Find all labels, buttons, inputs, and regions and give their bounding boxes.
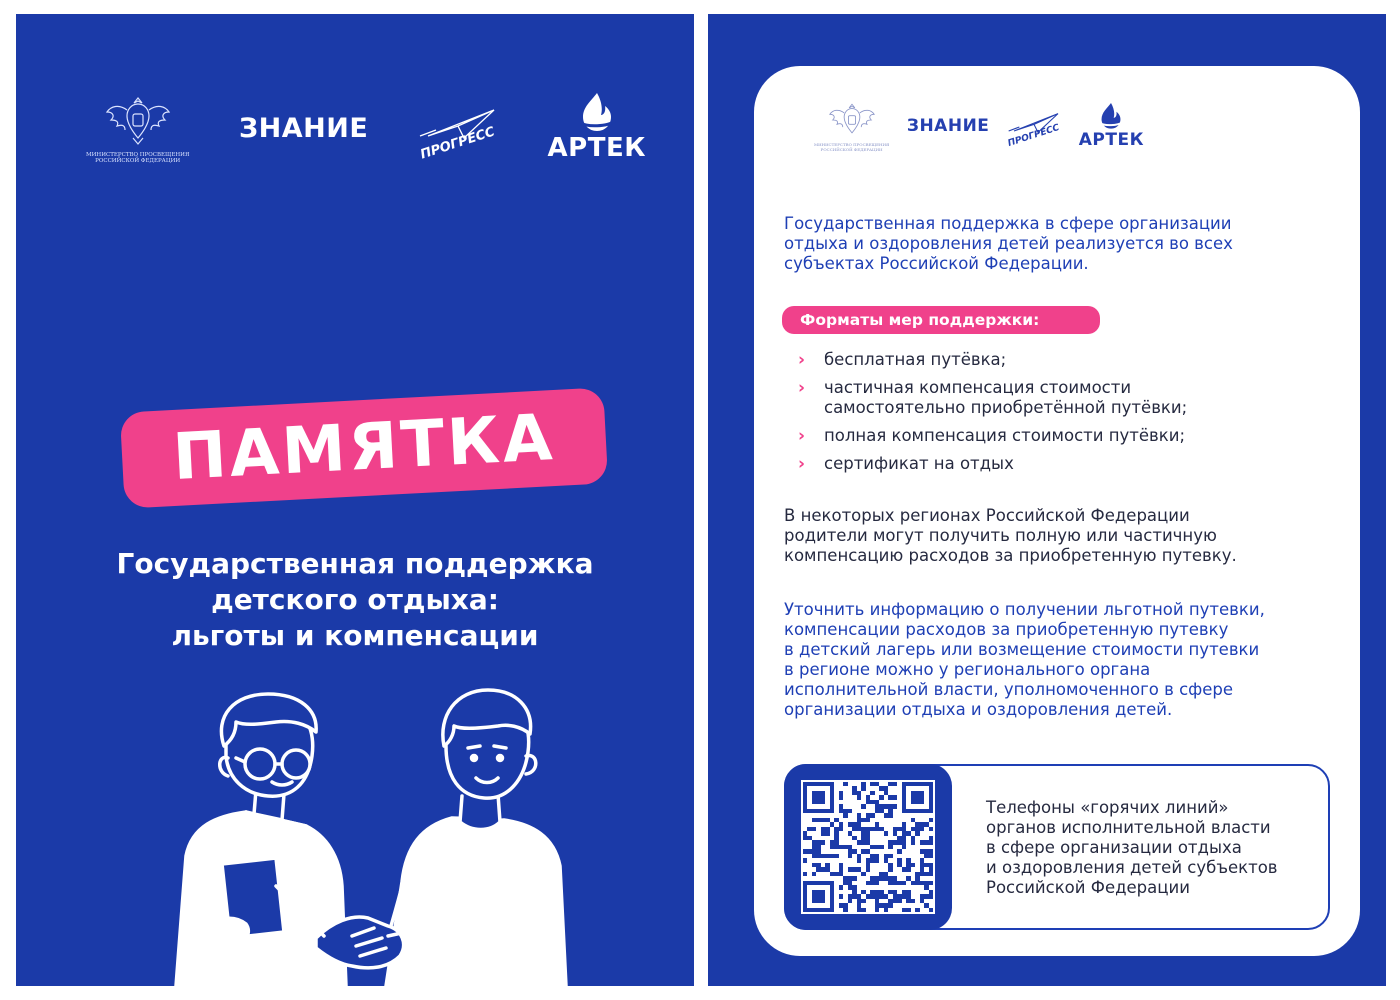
list-item-text: бесплатная путёвка; [824, 350, 1007, 369]
progress-logo [418, 106, 498, 163]
ministry-logo [86, 92, 189, 165]
memo-badge-text: ПАМЯТКА [171, 401, 557, 495]
leaflet-info-page [708, 14, 1386, 986]
list-item [798, 378, 1358, 418]
list-item-text: частичная компенсация стоимости [824, 378, 1132, 397]
artek-logo-text: АРТЕК [1078, 129, 1144, 150]
region-note-line: В некоторых регионах Российской Федерации [784, 506, 1190, 525]
ministry-logo-text: МИНИСТЕРСТВО ПРОСВЕЩЕНИЯ РОССИЙСКОЙ ФЕДЕРАЦИИ [814, 142, 890, 152]
znanie-logo [239, 113, 368, 144]
qr-code-frame [784, 764, 952, 930]
cover-subtitle [46, 546, 664, 654]
eagle-emblem-icon [103, 92, 173, 148]
chevron-right-icon: › [798, 350, 806, 370]
progress-logo-text: ПРОГРЕСС [418, 124, 497, 163]
formats-heading [782, 306, 1100, 334]
ministry-logo-text: МИНИСТЕРСТВО ПРОСВЕЩЕНИЯ РОССИЙСКОЙ ФЕДЕРАЦИИ [86, 152, 190, 165]
flame-icon [575, 93, 619, 133]
cover-subtitle-line: льготы и компенсации [171, 619, 539, 652]
clarify-line: в детский лагерь или возмещение стоимости путевки [784, 640, 1260, 659]
list-item [798, 350, 1358, 370]
znanie-logo-text: ЗНАНИЕ [906, 116, 990, 137]
clarify-line: в регионе можно у регионального органа [784, 660, 1151, 679]
region-note-line: родители могут получить полную или частичную [784, 526, 1217, 545]
region-note-line: компенсацию расходов за приобретенную путевку. [784, 546, 1237, 565]
handshake-illustration [156, 686, 576, 986]
artek-logo [1079, 103, 1144, 150]
cover-subtitle-line: детского отдыха: [211, 583, 499, 616]
hotline-line: Российской Федерации [986, 878, 1190, 897]
intro-paragraph [784, 214, 1233, 274]
list-item-text: полная компенсация стоимости путёвки; [824, 426, 1186, 445]
list-item-text: самостоятельно приобретённой путёвки; [824, 398, 1188, 417]
clarify-line: исполнительной власти, уполномоченного в сфере [784, 680, 1234, 699]
ministry-logo [814, 100, 889, 152]
list-item-text: сертификат на отдых [824, 454, 1014, 473]
intro-line: отдыха и оздоровления детей реализуется во всех [784, 234, 1233, 253]
list-item [798, 454, 1358, 474]
cover-subtitle-line: Государственная поддержка [116, 547, 594, 580]
memo-badge [120, 387, 608, 508]
hotline-line: органов исполнительной власти [986, 818, 1271, 837]
chevron-right-icon: › [798, 454, 806, 474]
hotline-line: и оздоровления детей субъектов [986, 858, 1278, 877]
znanie-logo-text: ЗНАНИЕ [239, 112, 369, 144]
artek-logo-text: АРТЕК [547, 133, 646, 164]
clarify-line: организации отдыха и оздоровления детей. [784, 700, 1173, 719]
progress-logo-text: ПРОГРЕСС [1007, 123, 1062, 150]
qr-code-icon[interactable] [801, 780, 935, 914]
partner-logos [86, 92, 646, 165]
chevron-right-icon: › [798, 378, 806, 398]
flame-icon [1096, 103, 1126, 130]
hotline-line: Телефоны «горячих линий» [986, 798, 1229, 817]
hotline-text [986, 798, 1278, 898]
partner-logos [814, 100, 1144, 152]
list-item [798, 426, 1358, 446]
clarify-paragraph [784, 600, 1265, 720]
znanie-logo [907, 116, 990, 136]
region-note-paragraph [784, 506, 1237, 566]
eagle-emblem-icon [827, 100, 877, 140]
formats-heading-text: Форматы мер поддержки: [800, 311, 1040, 329]
support-measures-list [798, 350, 1358, 482]
chevron-right-icon: › [798, 426, 806, 446]
leaflet-cover-page [16, 14, 694, 986]
intro-line: субъектах Российской Федерации. [784, 254, 1089, 273]
progress-logo [1007, 111, 1062, 150]
artek-logo [548, 93, 646, 163]
hotline-line: в сфере организации отдыха [986, 838, 1242, 857]
clarify-line: Уточнить информацию о получении льготной путевки, [784, 600, 1265, 619]
clarify-line: компенсации расходов за приобретенную путевку [784, 620, 1229, 639]
intro-line: Государственная поддержка в сфере организации [784, 214, 1232, 233]
